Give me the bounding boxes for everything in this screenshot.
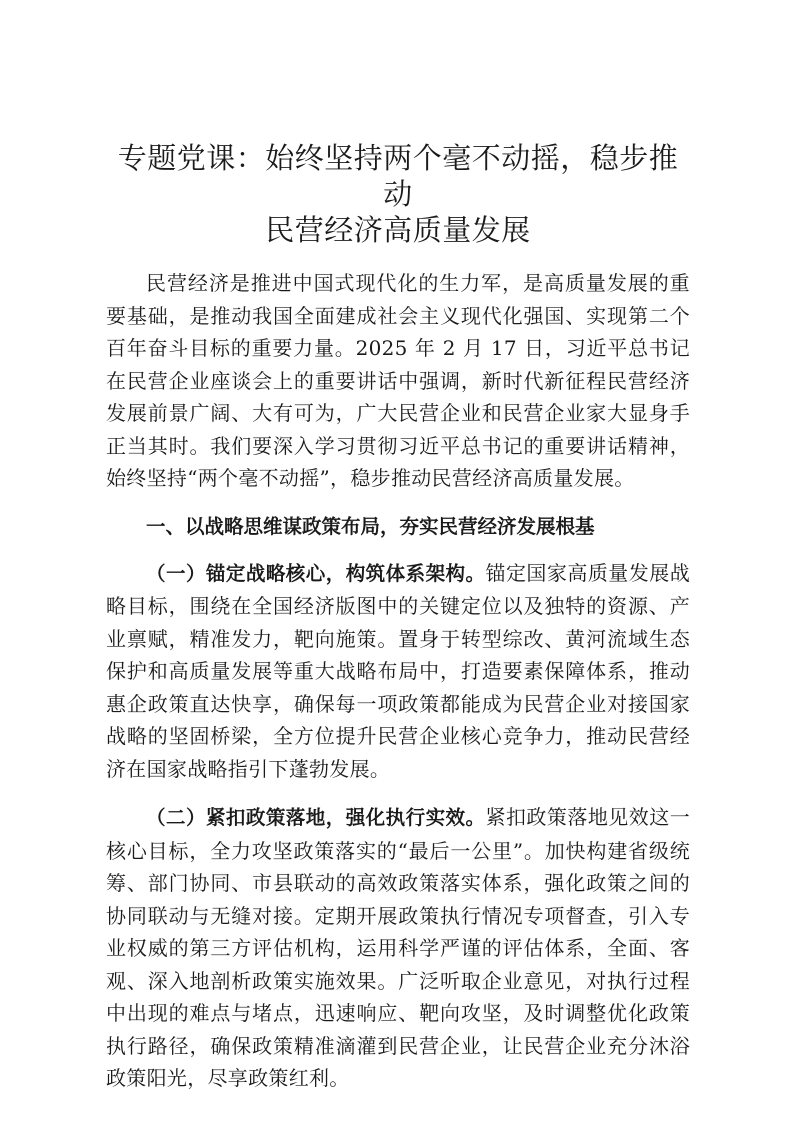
- intro-paragraph: 民营经济是推进中国式现代化的生力军，是高质量发展的重要基础，是推动我国全面建成社会主义现代化强国、实现第二个百年奋斗目标的重要力量。2025 年 2 月 17 日，习近平总书记在民营企业座谈会上的重要讲话中强调，新时代新征程民营经济发展前景广阔、大有可为，广大民营企业和民营企业家大显身手正当其时。我们要深入学习贯彻习近平总书记的重要讲话精神，始终坚持“两个毫不动摇”，稳步推动民营经济高质量发展。: [106, 271, 690, 490]
- paragraph-1-text: 锚定国家高质量发展战略目标，围绕在全国经济版图中的关键定位以及独特的资源、产业禀赋，精准发力，靶向施策。置身于转型综改、黄河流域生态保护和高质量发展等重大战略布局中，打造要素保障体系，推动惠企政策直达快享，确保每一项政策都能成为民营企业对接国家战略的坚固桥梁，全方位提升民营企业核心竞争力，推动民营经济在国家战略指引下蓬勃发展。: [106, 560, 691, 781]
- paragraph-spacer: [106, 785, 690, 801]
- paragraph-2: [106, 801, 690, 1095]
- paragraph-1: [106, 557, 690, 786]
- paragraph-2-lead: （二）紧扣政策落地，强化执行实效。: [146, 806, 486, 829]
- section-heading-1: 一、以战略思维谋政策布局，夯实民营经济发展根基: [146, 514, 595, 538]
- document-title: [106, 140, 690, 248]
- paragraph-1-lead: （一）锚定战略核心，构筑体系架构。: [146, 561, 486, 585]
- document-page: [106, 140, 690, 1095]
- paragraph-2-text: 紧扣政策落地见效这一核心目标，全力攻坚政策落实的“最后一公里”。加快构建省级统筹、部门协同、市县联动的高效政策落实体系，强化政策之间的协同联动与无缝对接。定期开展政策执行情况专项督查，引入专业权威的第三方评估机构，运用科学严谨的评估体系，全面、客观、深入地剖析政策实施效果。广泛听取企业意见，对执行过程中出现的难点与堵点，迅速响应、靶向攻坚，及时调整优化政策执行路径，确保政策精准滴灌到民营企业，让民营企业充分沐浴政策阳光，尽享政策红利。: [106, 805, 691, 1090]
- title-line-1: 专题党课：始终坚持两个毫不动摇，稳步推动: [117, 141, 679, 211]
- title-line-2: 民营经济高质量发展: [265, 213, 531, 247]
